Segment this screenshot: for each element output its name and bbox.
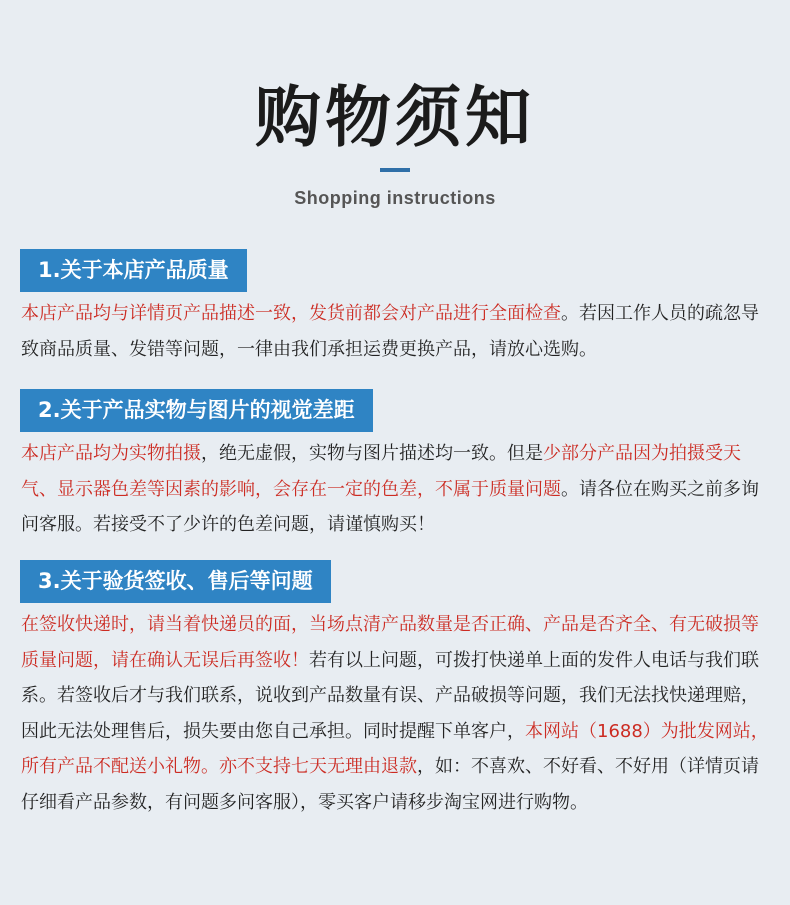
title-underline bbox=[380, 168, 410, 172]
section-1-text: 。若因工作人员的疏忽导致商品质量、发错等问题，一律由我们承担运费更换产品，请放心选购。 bbox=[21, 303, 759, 360]
section-3-text-2: ，如：不喜欢、不好看、不好用（详情页请仔细看产品参数，有问题多问客服），零买客户请移步淘宝网进行购物。 bbox=[21, 756, 759, 813]
section-2-highlight-2: 少部分产品因为拍摄受天气、显示器色差等因素的影响，会存在一定的色差，不属于质量问题 bbox=[21, 443, 741, 500]
section-2-text-1: ，绝无虚假，实物与图片描述均一致。但是 bbox=[201, 443, 543, 464]
section-2-heading: 2.关于产品实物与图片的视觉差距 bbox=[20, 389, 373, 432]
section-1-highlight: 本店产品均与详情页产品描述一致，发货前都会对产品进行全面检查 bbox=[21, 303, 561, 324]
section-3-text-1: 若有以上问题，可拨打快递单上面的发件人电话与我们联系。若签收后才与我们联系，说收到产品数量有误、产品破损等问题，我们无法找快递理赔，因此无法处理售后，损失要由您自己承担。同时提醒下单客户， bbox=[21, 649, 759, 742]
section-2-text-2: 。请各位在购买之前多询问客服。若接受不了少许的色差问题，请谨慎购买！ bbox=[21, 478, 759, 535]
section-3-heading: 3.关于验货签收、售后等问题 bbox=[20, 560, 331, 603]
section-2-body bbox=[21, 436, 771, 543]
section-1-body bbox=[21, 296, 771, 367]
section-3-highlight-1: 在签收快递时，请当着快递员的面，当场点清产品数量是否正确、产品是否齐全、有无破损等质量问题，请在确认无误后再签收！ bbox=[21, 614, 759, 671]
section-3-highlight-2: 本网站（1688）为批发网站，所有产品不配送小礼物。亦不支持七天无理由退款 bbox=[21, 720, 769, 777]
section-2-highlight-1: 本店产品均为实物拍摄 bbox=[21, 443, 201, 464]
section-1-heading: 1.关于本店产品质量 bbox=[20, 249, 247, 292]
page-subtitle: Shopping instructions bbox=[294, 188, 496, 208]
page-title: 购物须知 bbox=[255, 79, 535, 156]
section-3-body bbox=[21, 607, 771, 820]
